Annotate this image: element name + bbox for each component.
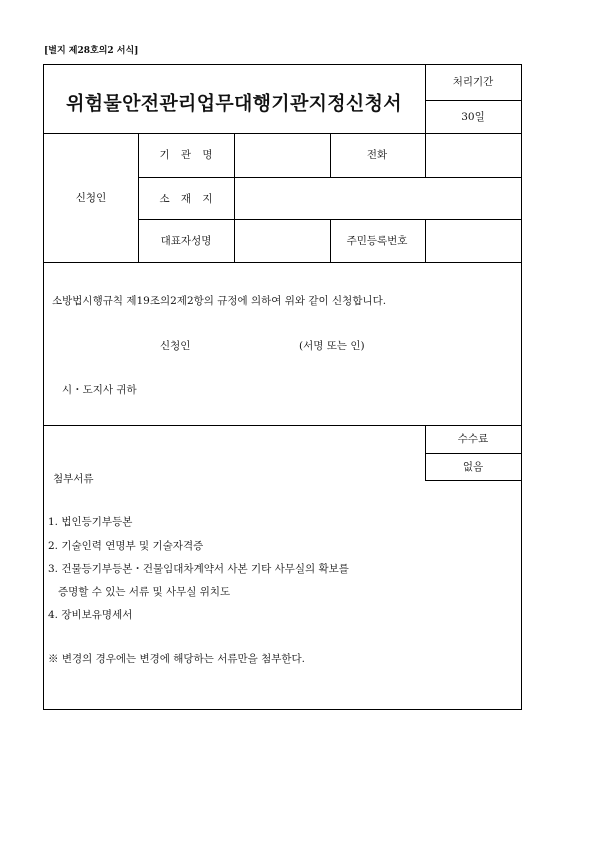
org-name-field[interactable] [235,134,330,177]
border-bottom [43,709,522,710]
attachment-item-1: 1. 법인등기부등본 [48,516,133,528]
divider-title-processing [425,64,426,134]
addressee-text: 시・도지사 귀하 [62,384,137,396]
divider-statement-bottom [43,425,522,426]
divider-applicant-bottom [43,262,522,263]
border-right [521,64,522,710]
attachment-item-3-continued: 증명할 수 있는 서류 및 사무실 위치도 [58,586,231,598]
border-top [43,64,522,65]
signature-note: (서명 또는 인) [299,340,365,352]
phone-field[interactable] [426,134,521,177]
form-number-label: [별지 제28호의2 서식] [44,46,139,56]
divider-processing-label [425,100,522,101]
resident-number-field[interactable] [426,220,521,262]
attachment-item-4: 4. 장비보유명세서 [48,609,133,621]
signature-field[interactable] [200,334,296,356]
resident-number-label: 주민등록번호 [346,235,408,247]
divider-phone-left [330,133,331,178]
divider-fee-mid [425,453,522,454]
attachments-title: 첨부서류 [53,473,94,485]
border-left [43,64,44,710]
applicant-section-label: 신청인 [75,192,107,204]
fee-value: 없음 [462,461,484,473]
divider-resident-left [330,219,331,263]
processing-period-value: 30일 [461,111,485,123]
divider-fee-bottom [425,480,522,481]
fee-label: 수수료 [457,433,489,445]
divider-applicant-col [138,133,139,263]
document-title: 위험물안전관리업무대행기관지정신청서 [66,92,402,115]
attachments-note: ※ 변경의 경우에는 변경에 해당하는 서류만을 첨부한다. [48,653,306,665]
attachment-item-3: 3. 건물등기부등본・건물임대차계약서 사본 기타 사무실의 확보를 [48,563,349,575]
address-label: 소 재 지 [159,193,213,205]
attachment-item-2: 2. 기술인력 연명부 및 기술자격증 [48,540,204,552]
org-name-label: 기 관 명 [159,149,213,161]
representative-name-field[interactable] [235,220,330,262]
phone-label: 전화 [366,149,388,161]
statement-text: 소방법시행규칙 제19조의2제2항의 규정에 의하여 위와 같이 신청합니다. [52,295,387,307]
address-field[interactable] [235,178,521,219]
representative-name-label: 대표자성명 [160,235,212,247]
processing-period-label: 처리기간 [452,76,494,88]
signer-label: 신청인 [160,340,191,352]
